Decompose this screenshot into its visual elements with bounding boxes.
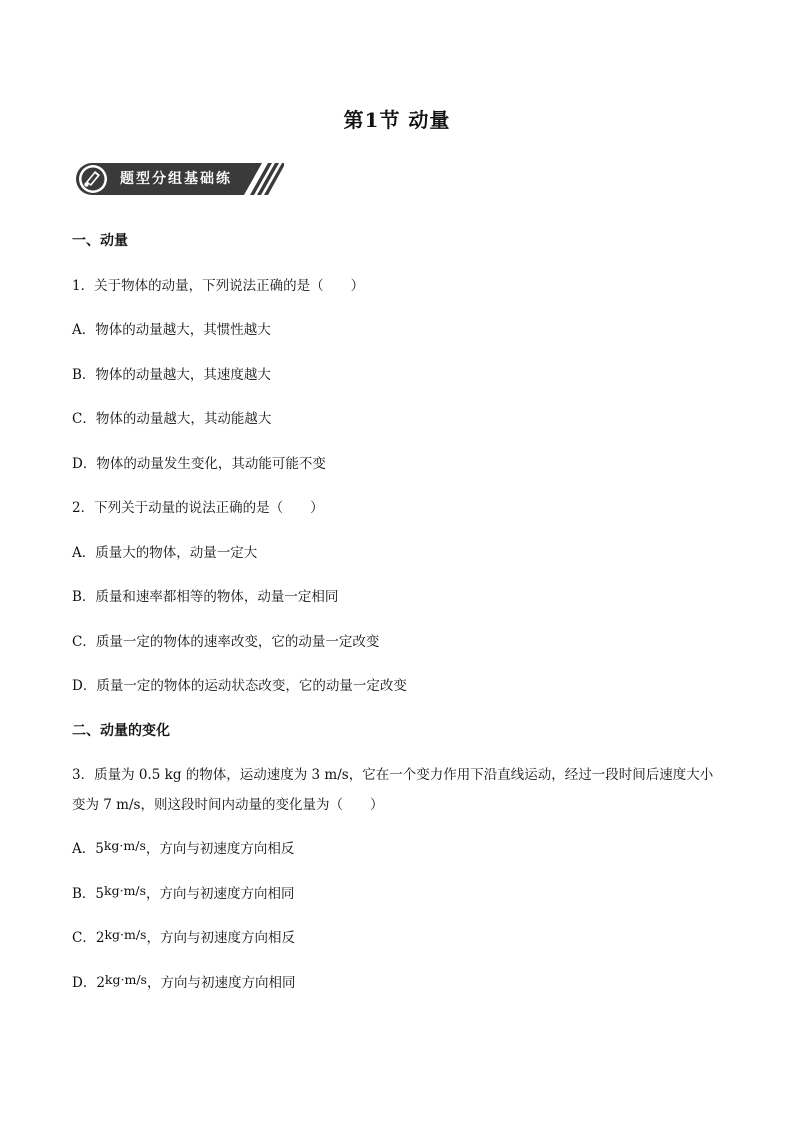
question-3-option-a	[72, 838, 722, 860]
option-value: 5	[95, 885, 105, 902]
option-text: ，方向与初速度方向相同	[146, 885, 295, 902]
option-letter: B．	[72, 885, 96, 902]
question-2-option-b: B．质量和速率都相等的物体，动量一定相同	[72, 589, 339, 605]
option-unit: kg·m/s	[104, 971, 147, 987]
option-letter: C．	[72, 930, 96, 946]
question-3-stem: 3．质量为 0.5 kg 的物体，运动速度为 3 m/s，它在一个变力作用下沿直线运动，经过一段时间后速度大小变为 7 m/s，则这段时间内动量的变化量为（ ）	[72, 767, 714, 813]
option-letter: A．	[72, 841, 96, 857]
question-2-stem: 2．下列关于动量的说法正确的是（ ）	[72, 500, 324, 516]
question-3-option-b	[72, 883, 722, 905]
option-value: 5	[95, 841, 104, 857]
option-unit: kg·m/s	[104, 927, 147, 942]
option-text: ，方向与初速度方向相同	[146, 974, 296, 991]
banner-label: 题型分组基础练	[120, 171, 232, 187]
question-1-option-b: B．物体的动量越大，其速度越大	[72, 366, 271, 383]
section-banner	[74, 160, 284, 198]
option-unit: kg·m/s	[103, 838, 146, 853]
question-1-stem: 1．关于物体的动量，下列说法正确的是（ ）	[72, 277, 365, 294]
question-3-option-c	[72, 927, 722, 949]
question-3-option-d	[72, 972, 722, 994]
question-1-option-d: D．物体的动量发生变化，其动能可能不变	[72, 455, 326, 472]
option-letter: D．	[72, 974, 97, 991]
option-value: 2	[95, 930, 105, 946]
section-heading-momentum-change: 二、动量的变化	[72, 722, 170, 739]
option-value: 2	[96, 974, 105, 991]
question-1-option-c: C．物体的动量越大，其动能越大	[72, 411, 272, 427]
option-text: ，方向与初速度方向相反	[146, 930, 295, 946]
question-2-option-c: C．质量一定的物体的速率改变，它的动量一定改变	[72, 633, 380, 650]
question-1-option-a: A．物体的动量越大，其惯性越大	[72, 322, 271, 338]
question-2-option-a: A．质量大的物体，动量一定大	[72, 544, 258, 561]
option-text: ，方向与初速度方向相反	[145, 841, 295, 857]
question-2-option-d: D．质量一定的物体的运动状态改变，它的动量一定改变	[72, 678, 407, 694]
section-heading-momentum: 一、动量	[72, 233, 128, 249]
question-content	[72, 230, 722, 1016]
document-roll-icon	[79, 165, 107, 193]
page-title: 第1节 动量	[343, 108, 451, 132]
option-unit: kg·m/s	[104, 882, 147, 898]
